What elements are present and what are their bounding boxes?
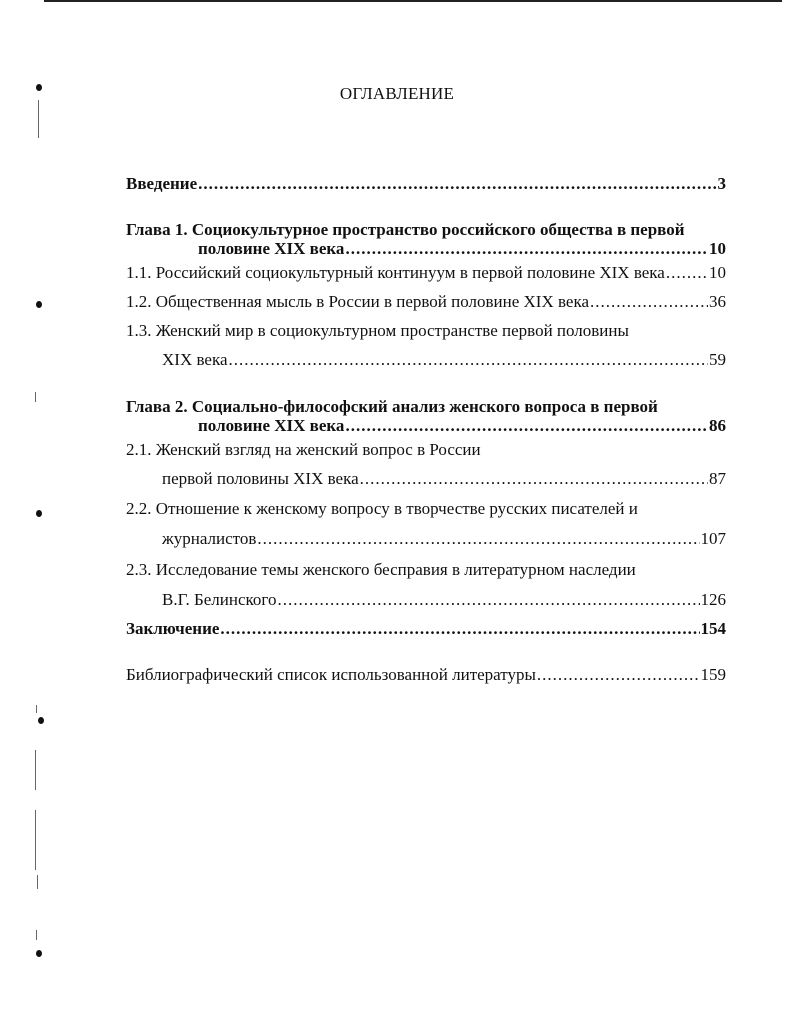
scan-tick xyxy=(37,875,38,889)
toc-section-2-2-continuation xyxy=(162,529,726,549)
toc-section-2-3-heading: 2.3. Исследование темы женского бесправия в литературном наследии xyxy=(126,560,636,579)
scan-tick xyxy=(36,705,37,713)
toc-chapter-2-heading: Глава 2. Социально-философский анализ женского вопроса в первой xyxy=(126,397,658,416)
dot-leader xyxy=(277,590,699,610)
toc-section-1-3-continuation xyxy=(162,350,726,370)
toc-section-1-3-heading: 1.3. Женский мир в социокультурном пространстве первой половины xyxy=(126,321,629,340)
dot-leader xyxy=(229,350,709,370)
entry-page: 10 xyxy=(709,263,726,282)
dot-leader xyxy=(257,529,699,549)
entry-label: В.Г. Белинского xyxy=(162,590,277,609)
entry-label: 1.1. Российский социокультурный континуум в первой половине XIX века xyxy=(126,263,665,282)
entry-page: 154 xyxy=(700,619,726,638)
entry-page: 126 xyxy=(700,590,726,609)
toc-section-2-1-heading: 2.1. Женский взгляд на женский вопрос в России xyxy=(126,440,481,459)
toc-chapter-1-continuation xyxy=(198,239,726,259)
scan-tick xyxy=(38,100,39,138)
punch-hole xyxy=(36,510,42,517)
toc-chapter-1-heading: Глава 1. Социокультурное пространство российского общества в первой xyxy=(126,220,685,239)
entry-page: 86 xyxy=(709,416,726,435)
entry-label: Заключение xyxy=(126,619,220,638)
toc-section-2-1-continuation xyxy=(162,469,726,489)
toc-chapter-2-continuation xyxy=(198,416,726,436)
entry-label: XIX века xyxy=(162,350,228,369)
entry-page: 159 xyxy=(700,665,726,684)
scan-edge xyxy=(32,0,46,1025)
punch-hole xyxy=(36,301,42,308)
entry-label: половине XIX века xyxy=(198,239,345,258)
entry-label: 1.2. Общественная мысль в России в первой половине XIX века xyxy=(126,292,590,311)
entry-page: 10 xyxy=(709,239,726,258)
scan-tick xyxy=(35,810,36,870)
toc-entry-bibliography xyxy=(126,665,726,685)
dot-leader xyxy=(537,665,700,685)
dot-leader xyxy=(345,239,708,259)
toc-title: ОГЛАВЛЕНИЕ xyxy=(339,84,455,103)
dot-leader xyxy=(220,619,699,639)
toc-section-1-2 xyxy=(126,292,726,312)
dot-leader xyxy=(360,469,708,489)
entry-label: Библиографический список использованной литературы xyxy=(126,665,536,684)
entry-label: журналистов xyxy=(162,529,257,548)
entry-page: 107 xyxy=(700,529,726,548)
entry-page: 87 xyxy=(709,469,726,488)
entry-label: половине XIX века xyxy=(198,416,345,435)
toc-section-1-1 xyxy=(126,263,726,283)
entry-label: первой половины XIX века xyxy=(162,469,359,488)
entry-page: 36 xyxy=(709,292,726,311)
scan-tick xyxy=(35,750,36,790)
dot-leader xyxy=(345,416,708,436)
entry-page: 59 xyxy=(709,350,726,369)
toc-entry-conclusion xyxy=(126,619,726,639)
dot-leader xyxy=(666,263,708,283)
punch-hole xyxy=(38,717,44,724)
dot-leader xyxy=(198,174,716,194)
scan-tick xyxy=(36,930,37,940)
top-rule xyxy=(44,0,782,2)
entry-label: Введение xyxy=(126,174,198,193)
toc-section-2-3-continuation xyxy=(162,590,726,610)
toc-entry-intro xyxy=(126,174,726,194)
toc-section-2-2-heading: 2.2. Отношение к женскому вопросу в творчестве русских писателей и xyxy=(126,499,638,518)
punch-hole xyxy=(36,950,42,957)
scan-tick xyxy=(35,392,36,402)
dot-leader xyxy=(590,292,708,312)
entry-page: 3 xyxy=(717,174,726,193)
